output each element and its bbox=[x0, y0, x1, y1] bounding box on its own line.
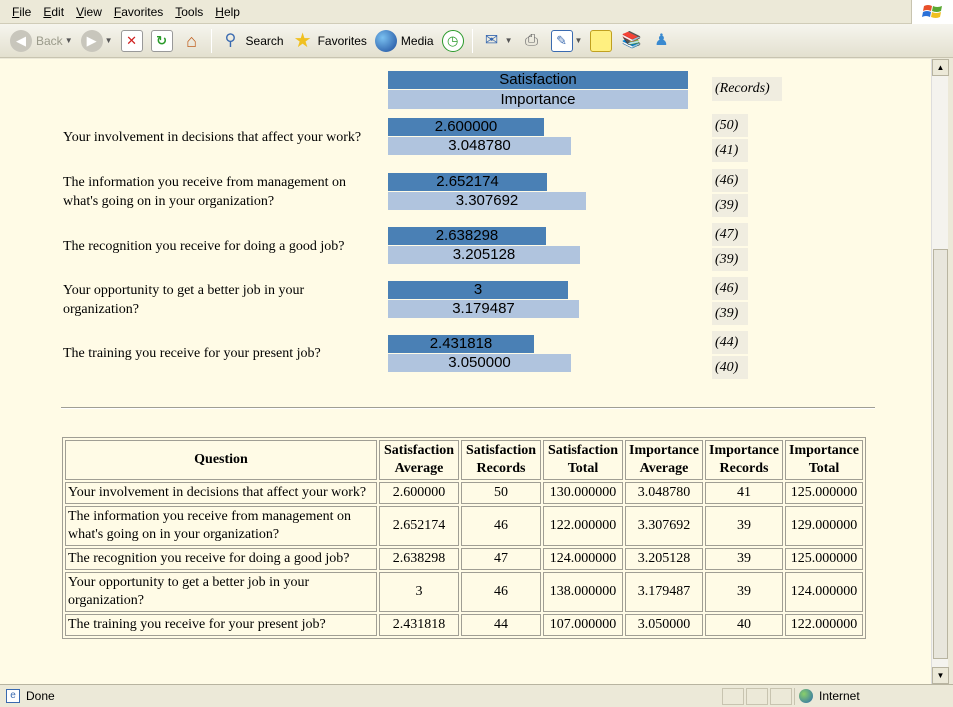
search-button[interactable]: ⚲ Search bbox=[216, 27, 288, 55]
column-header-line: Question bbox=[194, 452, 248, 467]
page-content bbox=[0, 59, 931, 684]
value-cell: 3.179487 bbox=[625, 572, 703, 612]
status-text: Done bbox=[26, 689, 55, 703]
importance-records: (40) bbox=[712, 356, 748, 379]
importance-bar: 3.307692 bbox=[388, 192, 586, 210]
satisfaction-records: (46) bbox=[712, 169, 748, 192]
value-cell: 39 bbox=[705, 506, 783, 546]
status-left bbox=[0, 689, 722, 703]
back-arrow-icon: ◀ bbox=[10, 30, 32, 52]
history-icon: ◷ bbox=[442, 30, 464, 52]
satisfaction-bar: 2.652174 bbox=[388, 173, 547, 191]
importance-bar: 3.179487 bbox=[388, 300, 579, 318]
value-cell: 3.307692 bbox=[625, 506, 703, 546]
question-cell: Your involvement in decisions that affect your work? bbox=[65, 482, 377, 504]
column-header-line: Importance bbox=[789, 443, 859, 458]
status-bar bbox=[0, 684, 953, 707]
column-header-line: Importance bbox=[629, 443, 699, 458]
zone-label: Internet bbox=[819, 689, 860, 703]
research-icon: 📚 bbox=[621, 31, 642, 49]
importance-records: (39) bbox=[712, 194, 748, 217]
mail-icon: ✉ bbox=[484, 31, 499, 49]
column-header-line: Satisfaction bbox=[466, 443, 536, 458]
printer-icon: ⎙ bbox=[525, 31, 538, 49]
value-cell: 2.431818 bbox=[379, 614, 459, 636]
column-header-line: Average bbox=[394, 461, 444, 476]
menu-bar bbox=[0, 0, 953, 24]
refresh-icon: ↻ bbox=[151, 30, 173, 52]
refresh-button[interactable] bbox=[147, 27, 177, 55]
value-cell: 2.600000 bbox=[379, 482, 459, 504]
menu-file[interactable]: File bbox=[12, 4, 32, 19]
importance-bar: 3.205128 bbox=[388, 246, 580, 264]
satisfaction-records: (44) bbox=[712, 331, 748, 354]
value-cell: 3.048780 bbox=[625, 482, 703, 504]
status-panel bbox=[770, 688, 792, 705]
forward-arrow-icon: ▶ bbox=[81, 30, 103, 52]
chevron-down-icon[interactable]: ▼ bbox=[504, 36, 513, 45]
question-label: The information you receive from management on what's going on in your organization? bbox=[63, 175, 347, 209]
edit-icon: ✎ bbox=[551, 30, 573, 52]
table-body bbox=[65, 482, 863, 636]
importance-bar: 3.050000 bbox=[388, 354, 571, 372]
importance-records: (39) bbox=[712, 302, 748, 325]
value-cell: 41 bbox=[705, 482, 783, 504]
chevron-down-icon[interactable]: ▼ bbox=[574, 36, 583, 45]
media-icon bbox=[375, 30, 397, 52]
satisfaction-records: (46) bbox=[712, 277, 748, 300]
home-icon: ⌂ bbox=[186, 30, 197, 51]
value-cell: 125.000000 bbox=[785, 548, 863, 570]
satisfaction-bar: 2.638298 bbox=[388, 227, 546, 245]
search-icon: ⚲ bbox=[224, 31, 237, 49]
summary-table bbox=[62, 437, 866, 639]
scrollbar-thumb[interactable] bbox=[933, 249, 948, 659]
importance-bar: 3.048780 bbox=[388, 137, 571, 155]
media-button[interactable]: Media bbox=[371, 27, 438, 55]
satisfaction-bar: 3 bbox=[388, 281, 568, 299]
column-header bbox=[461, 440, 541, 480]
table-row bbox=[65, 572, 863, 612]
value-cell: 2.638298 bbox=[379, 548, 459, 570]
value-cell: 125.000000 bbox=[785, 482, 863, 504]
value-cell: 39 bbox=[705, 548, 783, 570]
home-button[interactable] bbox=[177, 27, 207, 55]
mail-button[interactable] bbox=[477, 27, 517, 55]
column-header-line: Records bbox=[719, 461, 769, 476]
question-cell: The information you receive from management on what's going on in your organization? bbox=[65, 506, 377, 546]
menu-favorites[interactable]: Favorites bbox=[113, 4, 164, 19]
legend-importance: Importance bbox=[388, 90, 688, 109]
question-label: The training you receive for your present job? bbox=[63, 346, 321, 361]
toolbar-separator bbox=[472, 29, 473, 53]
value-cell: 3.050000 bbox=[625, 614, 703, 636]
column-header-line: Total bbox=[567, 461, 599, 476]
value-cell: 138.000000 bbox=[543, 572, 623, 612]
table-header-row bbox=[65, 440, 863, 480]
value-cell: 46 bbox=[461, 506, 541, 546]
messenger-icon: ♟ bbox=[654, 31, 669, 49]
status-panel bbox=[746, 688, 768, 705]
value-cell: 124.000000 bbox=[785, 572, 863, 612]
column-header bbox=[785, 440, 863, 480]
menu-view[interactable]: View bbox=[76, 4, 102, 19]
scroll-up-icon[interactable]: ▲ bbox=[932, 59, 949, 76]
value-cell: 44 bbox=[461, 614, 541, 636]
horizontal-divider bbox=[61, 407, 875, 409]
column-header bbox=[543, 440, 623, 480]
column-header-line: Satisfaction bbox=[384, 443, 454, 458]
globe-icon bbox=[799, 689, 813, 703]
edit-button[interactable] bbox=[547, 27, 587, 55]
chevron-down-icon[interactable]: ▼ bbox=[104, 36, 113, 45]
value-cell: 129.000000 bbox=[785, 506, 863, 546]
value-cell: 130.000000 bbox=[543, 482, 623, 504]
satisfaction-bar: 2.600000 bbox=[388, 118, 544, 136]
stop-icon: ✕ bbox=[121, 30, 143, 52]
value-cell: 2.652174 bbox=[379, 506, 459, 546]
column-header bbox=[625, 440, 703, 480]
chevron-down-icon[interactable]: ▼ bbox=[64, 36, 73, 45]
value-cell: 39 bbox=[705, 572, 783, 612]
vertical-scrollbar[interactable] bbox=[931, 59, 948, 684]
importance-records: (39) bbox=[712, 248, 748, 271]
value-cell: 122.000000 bbox=[785, 614, 863, 636]
forward-button[interactable] bbox=[77, 27, 117, 55]
importance-records: (41) bbox=[712, 139, 748, 162]
satisfaction-records: (50) bbox=[712, 114, 748, 137]
back-button[interactable]: ◀ Back ▼ bbox=[6, 27, 77, 55]
messenger-button[interactable] bbox=[646, 27, 676, 55]
satisfaction-bar: 2.431818 bbox=[388, 335, 534, 353]
column-header-line: Average bbox=[639, 461, 689, 476]
column-header bbox=[65, 440, 377, 480]
column-header-line: Records bbox=[476, 461, 526, 476]
table-row bbox=[65, 548, 863, 570]
stop-button[interactable] bbox=[117, 27, 147, 55]
value-cell: 124.000000 bbox=[543, 548, 623, 570]
value-cell: 3.205128 bbox=[625, 548, 703, 570]
note-icon bbox=[590, 30, 612, 52]
value-cell: 50 bbox=[461, 482, 541, 504]
value-cell: 3 bbox=[379, 572, 459, 612]
question-cell: The recognition you receive for doing a good job? bbox=[65, 548, 377, 570]
security-zone bbox=[794, 688, 944, 705]
star-icon: ★ bbox=[293, 29, 312, 52]
table-row bbox=[65, 614, 863, 636]
discuss-button[interactable] bbox=[586, 27, 616, 55]
legend-satisfaction: Satisfaction bbox=[388, 71, 688, 89]
table-row bbox=[65, 506, 863, 546]
favorites-button[interactable]: ★ Favorites bbox=[288, 27, 371, 55]
column-header bbox=[379, 440, 459, 480]
menu-edit[interactable]: Edit bbox=[43, 4, 65, 19]
question-label: Your opportunity to get a better job in your organization? bbox=[63, 283, 305, 317]
status-panel bbox=[722, 688, 744, 705]
page-done-icon: e bbox=[6, 689, 20, 703]
value-cell: 40 bbox=[705, 614, 783, 636]
value-cell: 122.000000 bbox=[543, 506, 623, 546]
records-header: (Records) bbox=[712, 77, 782, 101]
satisfaction-records: (47) bbox=[712, 223, 748, 246]
print-button[interactable] bbox=[517, 27, 547, 55]
question-label: Your involvement in decisions that affect your work? bbox=[63, 130, 362, 145]
menu-tools[interactable]: Tools bbox=[175, 4, 204, 19]
value-cell: 107.000000 bbox=[543, 614, 623, 636]
value-cell: 46 bbox=[461, 572, 541, 612]
column-header-line: Total bbox=[808, 461, 840, 476]
toolbar-separator bbox=[211, 29, 212, 53]
toolbar bbox=[0, 24, 953, 58]
column-header-line: Importance bbox=[709, 443, 779, 458]
value-cell: 47 bbox=[461, 548, 541, 570]
table-row bbox=[65, 482, 863, 504]
scroll-down-icon[interactable]: ▼ bbox=[932, 667, 949, 684]
question-cell: The training you receive for your present job? bbox=[65, 614, 377, 636]
question-cell: Your opportunity to get a better job in your organization? bbox=[65, 572, 377, 612]
research-button[interactable] bbox=[616, 27, 646, 55]
column-header-line: Satisfaction bbox=[548, 443, 618, 458]
question-label: The recognition you receive for doing a good job? bbox=[63, 239, 345, 254]
menu-help[interactable]: Help bbox=[215, 4, 240, 19]
windows-logo-icon bbox=[911, 0, 953, 24]
column-header bbox=[705, 440, 783, 480]
history-button[interactable] bbox=[438, 27, 468, 55]
